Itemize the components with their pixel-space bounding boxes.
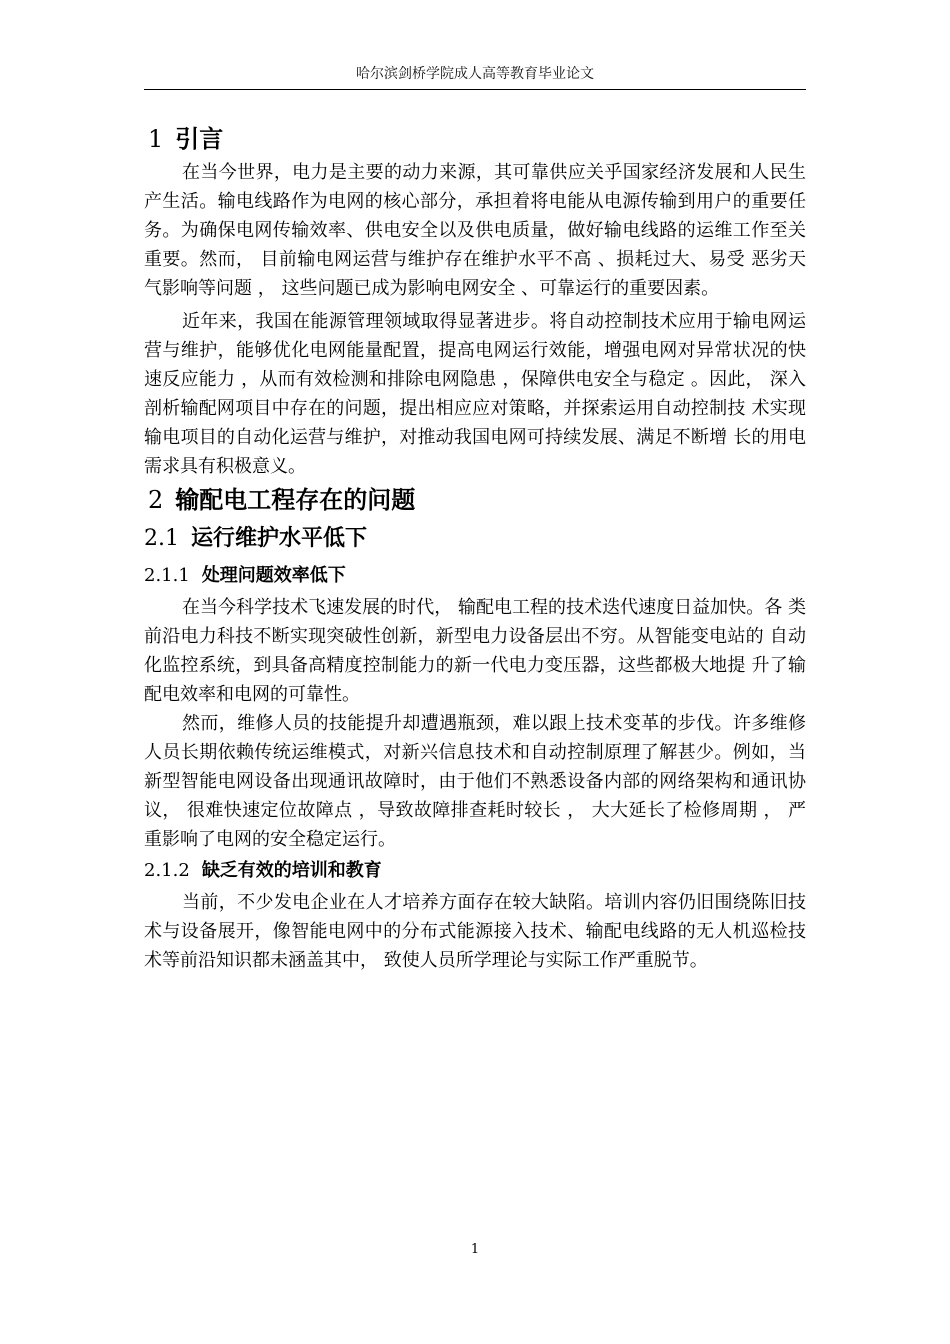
paragraph: 在当今世界，电力是主要的动力来源，其可靠供应关乎国家经济发展和人民生产生活。输电线路作为电网的核心部分，承担着将电能从电源传输到用户的重要任务。为确保电网传输效率、供电安全以及供电质量，做好输电线路的运维工作至关重要。然而， 目前输电网运营与维护存在维护水平不高 、损耗过大、易受 恶劣天气影响等问题 ， 这些问题已成为影响电网安全 、可靠运行的重要因素。 — [144, 162, 806, 299]
page-body — [144, 120, 806, 975]
paragraph: 然而，维修人员的技能提升却遭遇瓶颈，难以跟上技术变革的步伐。许多维修人员长期依赖传统运维模式，对新兴信息技术和自动控制原理了解甚少。例如，当新型智能电网设备出现通讯故障时，由于他们不熟悉设备内部的网络架构和通讯协议， 很难快速定位故障点 ，导致故障排查耗时较长 ， 大大延长了检修周期 ， 严重影响了电网的安全稳定运行。 — [144, 713, 806, 850]
section-number: 1 — [148, 125, 164, 153]
subsubsection-number: 2.1.1 — [144, 565, 190, 586]
subsection-heading — [144, 521, 806, 557]
subsubsection-heading — [144, 854, 806, 888]
page-number: 1 — [470, 1242, 480, 1257]
section-title: 引言 — [175, 125, 224, 153]
subsubsection-number: 2.1.2 — [144, 860, 190, 881]
header-rule — [144, 89, 806, 90]
running-header: 哈尔滨剑桥学院成人高等教育毕业论文 — [356, 66, 594, 82]
section-heading-problems — [144, 481, 806, 519]
section-heading-intro — [144, 120, 806, 158]
paragraph: 近年来，我国在能源管理领域取得显著进步。将自动控制技术应用于输电网运营与维护，能够优化电网能量配置，提高电网运行效能，增强电网对异常状况的快速反应能力 ，从而有效检测和排除电网隐患 ，保障供电安全与稳定 。因此， 深入剖析输配网项目中存在的问题，提出相应应对策略，并探索运用自动控制技 术实现输电项目的自动化运营与维护，对推动我国电网可持续发展、满足不断增 长的用电需求具有积极意义。 — [144, 311, 806, 477]
paragraph: 当前，不少发电企业在人才培养方面存在较大缺陷。培训内容仍旧围绕陈旧技术与设备展开，像智能电网中的分布式能源接入技术、输配电线路的无人机巡检技术等前沿知识都未涵盖其中， 致使人员所学理论与实际工作严重脱节。 — [144, 892, 806, 971]
subsubsection-heading — [144, 559, 806, 593]
subsection-title: 运行维护水平低下 — [191, 526, 368, 551]
paragraph: 在当今科学技术飞速发展的时代， 输配电工程的技术迭代速度日益加快。各 类前沿电力科技不断实现突破性创新，新型电力设备层出不穷。从智能变电站的 自动化监控系统，到具备高精度控制能力的新一代电力变压器，这些都极大地提 升了输配电效率和电网的可靠性。 — [144, 597, 806, 705]
subsection-number: 2.1 — [144, 526, 179, 551]
subsubsection-title: 处理问题效率低下 — [201, 565, 346, 586]
section-number: 2 — [148, 486, 164, 514]
subsubsection-title: 缺乏有效的培训和教育 — [201, 860, 382, 881]
section-title: 输配电工程存在的问题 — [175, 486, 416, 514]
